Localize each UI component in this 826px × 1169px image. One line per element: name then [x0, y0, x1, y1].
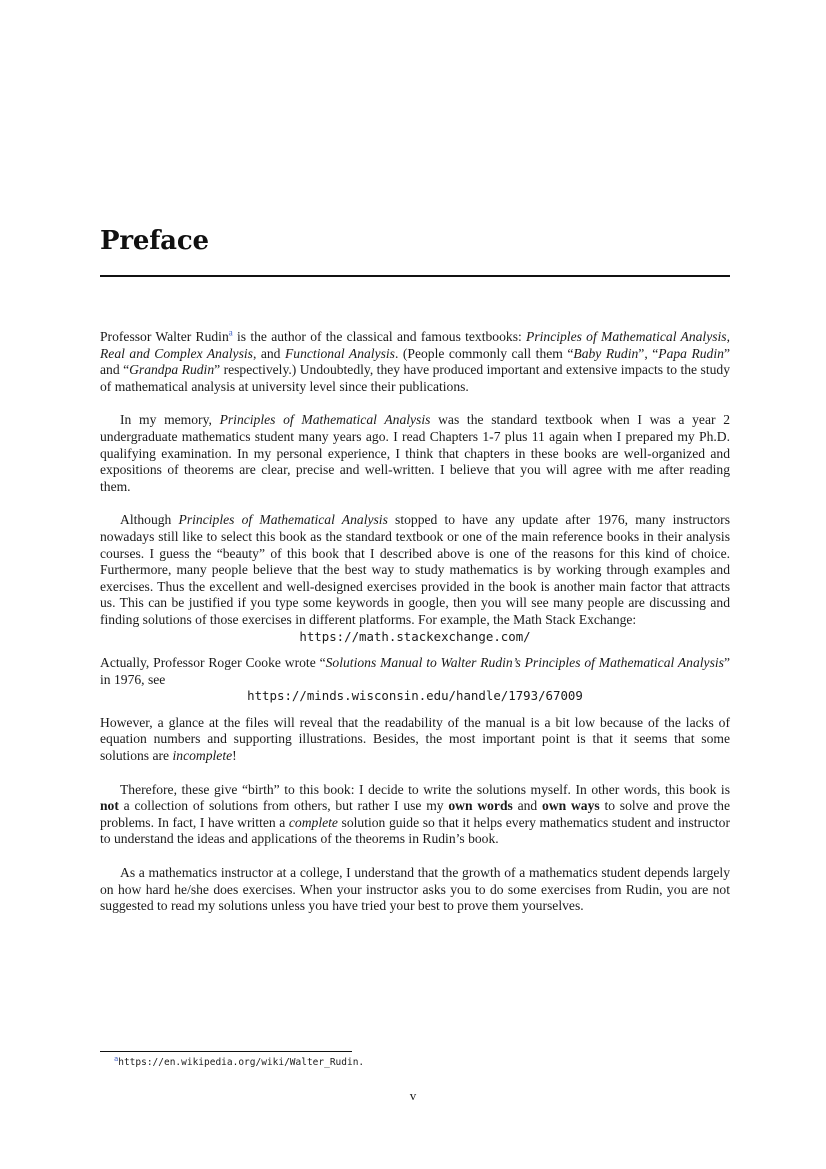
paragraph-exercises: Although Principles of Mathematical Analysis stopped to have any update after 1976, many instructors nowadays still like to select this book as the standard textbook or one of the main reference books in their analysis courses. I guess the “beauty” of this book that I described above is one of the reasons for this kind of choice. Furthermore, many people believe that the best way to study mathematics is by working through examples and exercises. Thus the excellent and well-designed exercises provided in the book is another main factor that attracts us. This can be justified if you type some keywords in google, then you will see many people are discussing and finding solutions of those exercises in different platforms. For example, the Math Stack Exchange:	[100, 512, 730, 627]
paragraph-birth: Therefore, these give “birth” to this book: I decide to write the solutions myself. In other words, this book is not a collection of solutions from others, but rather I use my own words and own ways to solve and prove the problems. In fact, I have written a complete solution guide so that it helps every mathematics student and instructor to understand the ideas and applications of the theorems in Rudin’s book.	[100, 781, 730, 847]
page-number: v	[409, 1088, 417, 1103]
book-title: Real and Complex Analysis	[100, 345, 253, 361]
wisconsin-url[interactable]: https://minds.wisconsin.edu/handle/1793/67009	[247, 688, 583, 704]
paragraph-memory: In my memory, Principles of Mathematical Analysis was the standard textbook when I was a year 2 undergraduate mathematics student many years ago. I read Chapters 1-7 plus 11 again when I prepared my Ph.D. qualifying examination. In my personal experience, I think that chapters in these books are well-organized and expositions of theorems are clear, precise and well-written. I believe that you will agree with me after reading them.	[100, 412, 730, 494]
paragraph-instructor: As a mathematics instructor at a college, I understand that the growth of a mathematics student depends largely on how hard he/she does exercises. When your instructor asks you to do some exercises from Rudin, you are not suggested to read my solutions unless you have tried your best to prove them yourselves.	[100, 865, 730, 914]
preface-body	[100, 329, 730, 915]
paragraph-cooke: Actually, Professor Roger Cooke wrote “Solutions Manual to Walter Rudin’s Principles of Mathematical Analysis” in 1976, see	[100, 655, 730, 687]
stackexchange-url[interactable]: https://math.stackexchange.com/	[299, 628, 531, 644]
book-title: Principles of Mathematical Analysis	[526, 329, 727, 344]
heading-rule	[100, 275, 730, 277]
footnote-marker[interactable]: a	[228, 327, 233, 338]
book-title: Principles of Mathematical Analysis	[219, 412, 431, 428]
footnote-rule	[100, 1051, 352, 1052]
paragraph-intro: Professor Walter Rudin$^a$ is the author of the classical and famous textbooks: Principles of Mathematical Analysis, Real and Complex Analysis, and Functional Analysis. (People commonly call them “Baby Rudin”, “Papa Rudin” and “Grandpa Rudin” respectively.) Undoubtedly, they have produced important and extensive impacts to the study of mathematical analysis at university level since their publications.	[100, 327, 730, 394]
footnote	[114, 1055, 364, 1068]
book-title: Functional Analysis	[284, 345, 395, 361]
paragraph-readability: However, a glance at the files will reveal that the readability of the manual is a bit low because of the lacks of equation numbers and supporting illustrations. Besides, the most important point is that it seems that some solutions are incomplete!	[100, 714, 730, 764]
manual-title: Solutions Manual to Walter Rudin’s Principles of Mathematical Analysis	[325, 655, 724, 671]
chapter-heading: Preface	[100, 226, 209, 256]
footnote-link[interactable]: https://en.wikipedia.org/wiki/Walter_Rudin.	[118, 1057, 365, 1069]
book-title: Principles of Mathematical Analysis	[178, 512, 388, 528]
footnote-mark: a	[114, 1055, 119, 1063]
